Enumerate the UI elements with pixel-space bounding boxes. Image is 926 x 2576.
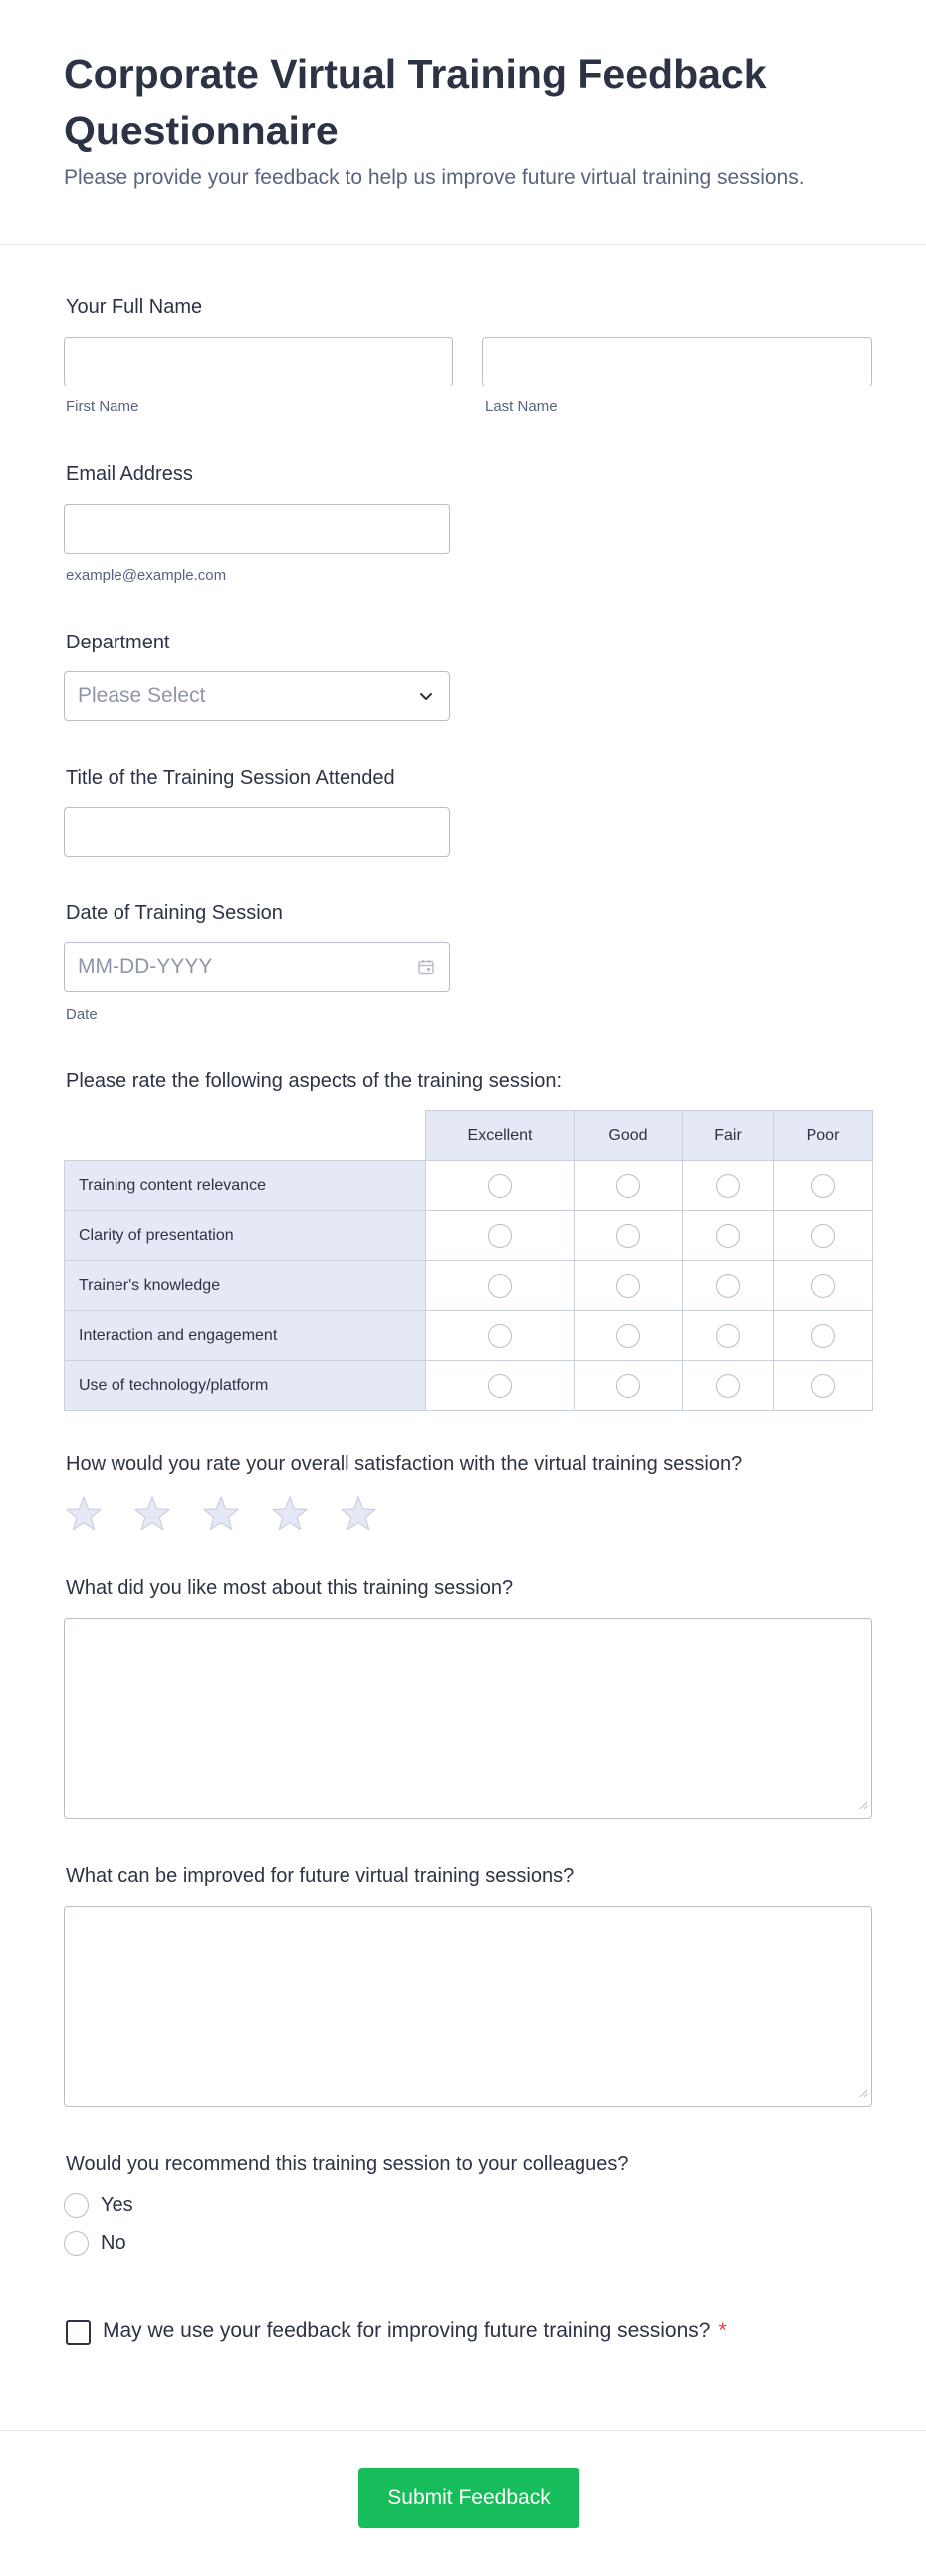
training-date-label: Date of Training Session xyxy=(66,902,283,924)
matrix-radio[interactable] xyxy=(811,1224,835,1248)
form-header xyxy=(0,0,926,245)
matrix-radio[interactable] xyxy=(488,1224,512,1248)
liked-most-label: What did you like most about this training session? xyxy=(66,1577,514,1599)
matrix-radio[interactable] xyxy=(616,1174,640,1198)
rating-matrix-label: Please rate the following aspects of the training session: xyxy=(66,1070,563,1092)
satisfaction-label: How would you rate your overall satisfaction with the virtual training session? xyxy=(66,1453,743,1475)
matrix-radio[interactable] xyxy=(716,1224,740,1248)
matrix-radio[interactable] xyxy=(488,1174,512,1198)
consent-checkbox[interactable] xyxy=(66,2320,91,2345)
matrix-row-label: Clarity of presentation xyxy=(65,1211,426,1261)
matrix-row-label: Interaction and engagement xyxy=(65,1311,426,1361)
resize-handle-icon[interactable] xyxy=(858,2085,868,2103)
matrix-radio[interactable] xyxy=(716,1324,740,1348)
matrix-column-header: Excellent xyxy=(426,1111,575,1161)
training-title-label: Title of the Training Session Attended xyxy=(66,767,395,789)
email-sublabel: example@example.com xyxy=(66,567,227,584)
date-placeholder: MM-DD-YYYY xyxy=(78,955,213,978)
matrix-row-label: Training content relevance xyxy=(65,1161,426,1211)
matrix-radio[interactable] xyxy=(616,1374,640,1398)
last-name-sublabel: Last Name xyxy=(485,398,558,415)
consent-label: May we use your feedback for improving future training sessions? xyxy=(103,2319,711,2342)
training-title-input[interactable] xyxy=(64,807,450,857)
last-name-input[interactable] xyxy=(482,337,872,386)
department-select[interactable] xyxy=(64,671,450,721)
radio-button[interactable] xyxy=(64,2231,89,2256)
matrix-radio[interactable] xyxy=(488,1324,512,1348)
form-title: Corporate Virtual Training Feedback Questionnaire xyxy=(64,51,767,153)
star-icon[interactable] xyxy=(339,1494,378,1534)
radio-button[interactable] xyxy=(64,2193,89,2218)
matrix-row xyxy=(65,1261,873,1311)
recommend-option-label: Yes xyxy=(101,2194,133,2216)
matrix-radio[interactable] xyxy=(616,1324,640,1348)
star-icon[interactable] xyxy=(64,1494,104,1534)
matrix-radio[interactable] xyxy=(488,1374,512,1398)
matrix-radio[interactable] xyxy=(811,1274,835,1298)
department-selected-value: Please Select xyxy=(78,684,206,707)
matrix-radio[interactable] xyxy=(616,1224,640,1248)
submit-button[interactable]: Submit Feedback xyxy=(358,2468,579,2528)
matrix-radio[interactable] xyxy=(716,1374,740,1398)
recommend-option-label: No xyxy=(101,2232,126,2254)
matrix-radio[interactable] xyxy=(811,1374,835,1398)
matrix-radio[interactable] xyxy=(616,1274,640,1298)
matrix-column-header: Good xyxy=(575,1111,683,1161)
matrix-row xyxy=(65,1361,873,1411)
resize-handle-icon[interactable] xyxy=(858,1797,868,1815)
improvements-label: What can be improved for future virtual training sessions? xyxy=(66,1865,575,1887)
matrix-column-header: Poor xyxy=(774,1111,873,1161)
matrix-row xyxy=(65,1161,873,1211)
email-input[interactable] xyxy=(64,504,450,554)
form-subtitle: Please provide your feedback to help us improve future virtual training sessions. xyxy=(64,166,805,189)
first-name-sublabel: First Name xyxy=(66,398,139,415)
date-sublabel: Date xyxy=(66,1006,98,1023)
recommend-label: Would you recommend this training session to your colleagues? xyxy=(66,2153,629,2175)
star-icon[interactable] xyxy=(132,1494,172,1534)
matrix-corner xyxy=(65,1111,426,1161)
star-icon[interactable] xyxy=(270,1494,310,1534)
chevron-down-icon xyxy=(417,687,435,710)
matrix-radio[interactable] xyxy=(811,1324,835,1348)
required-mark: * xyxy=(718,2319,727,2342)
matrix-row-label: Trainer's knowledge xyxy=(65,1261,426,1311)
matrix-row-label: Use of technology/platform xyxy=(65,1361,426,1411)
matrix-column-header: Fair xyxy=(683,1111,774,1161)
improvements-textarea[interactable] xyxy=(64,1906,872,2107)
first-name-input[interactable] xyxy=(64,337,453,386)
matrix-radio[interactable] xyxy=(811,1174,835,1198)
department-label: Department xyxy=(66,632,170,653)
matrix-row xyxy=(65,1211,873,1261)
email-label: Email Address xyxy=(66,463,193,485)
matrix-radio[interactable] xyxy=(716,1174,740,1198)
training-date-input[interactable] xyxy=(64,942,450,992)
matrix-row xyxy=(65,1311,873,1361)
matrix-radio[interactable] xyxy=(488,1274,512,1298)
matrix-radio[interactable] xyxy=(716,1274,740,1298)
full-name-label: Your Full Name xyxy=(66,296,203,318)
star-icon[interactable] xyxy=(201,1494,241,1534)
calendar-icon[interactable] xyxy=(417,958,435,981)
liked-most-textarea[interactable] xyxy=(64,1618,872,1819)
rating-matrix xyxy=(64,1110,873,1411)
